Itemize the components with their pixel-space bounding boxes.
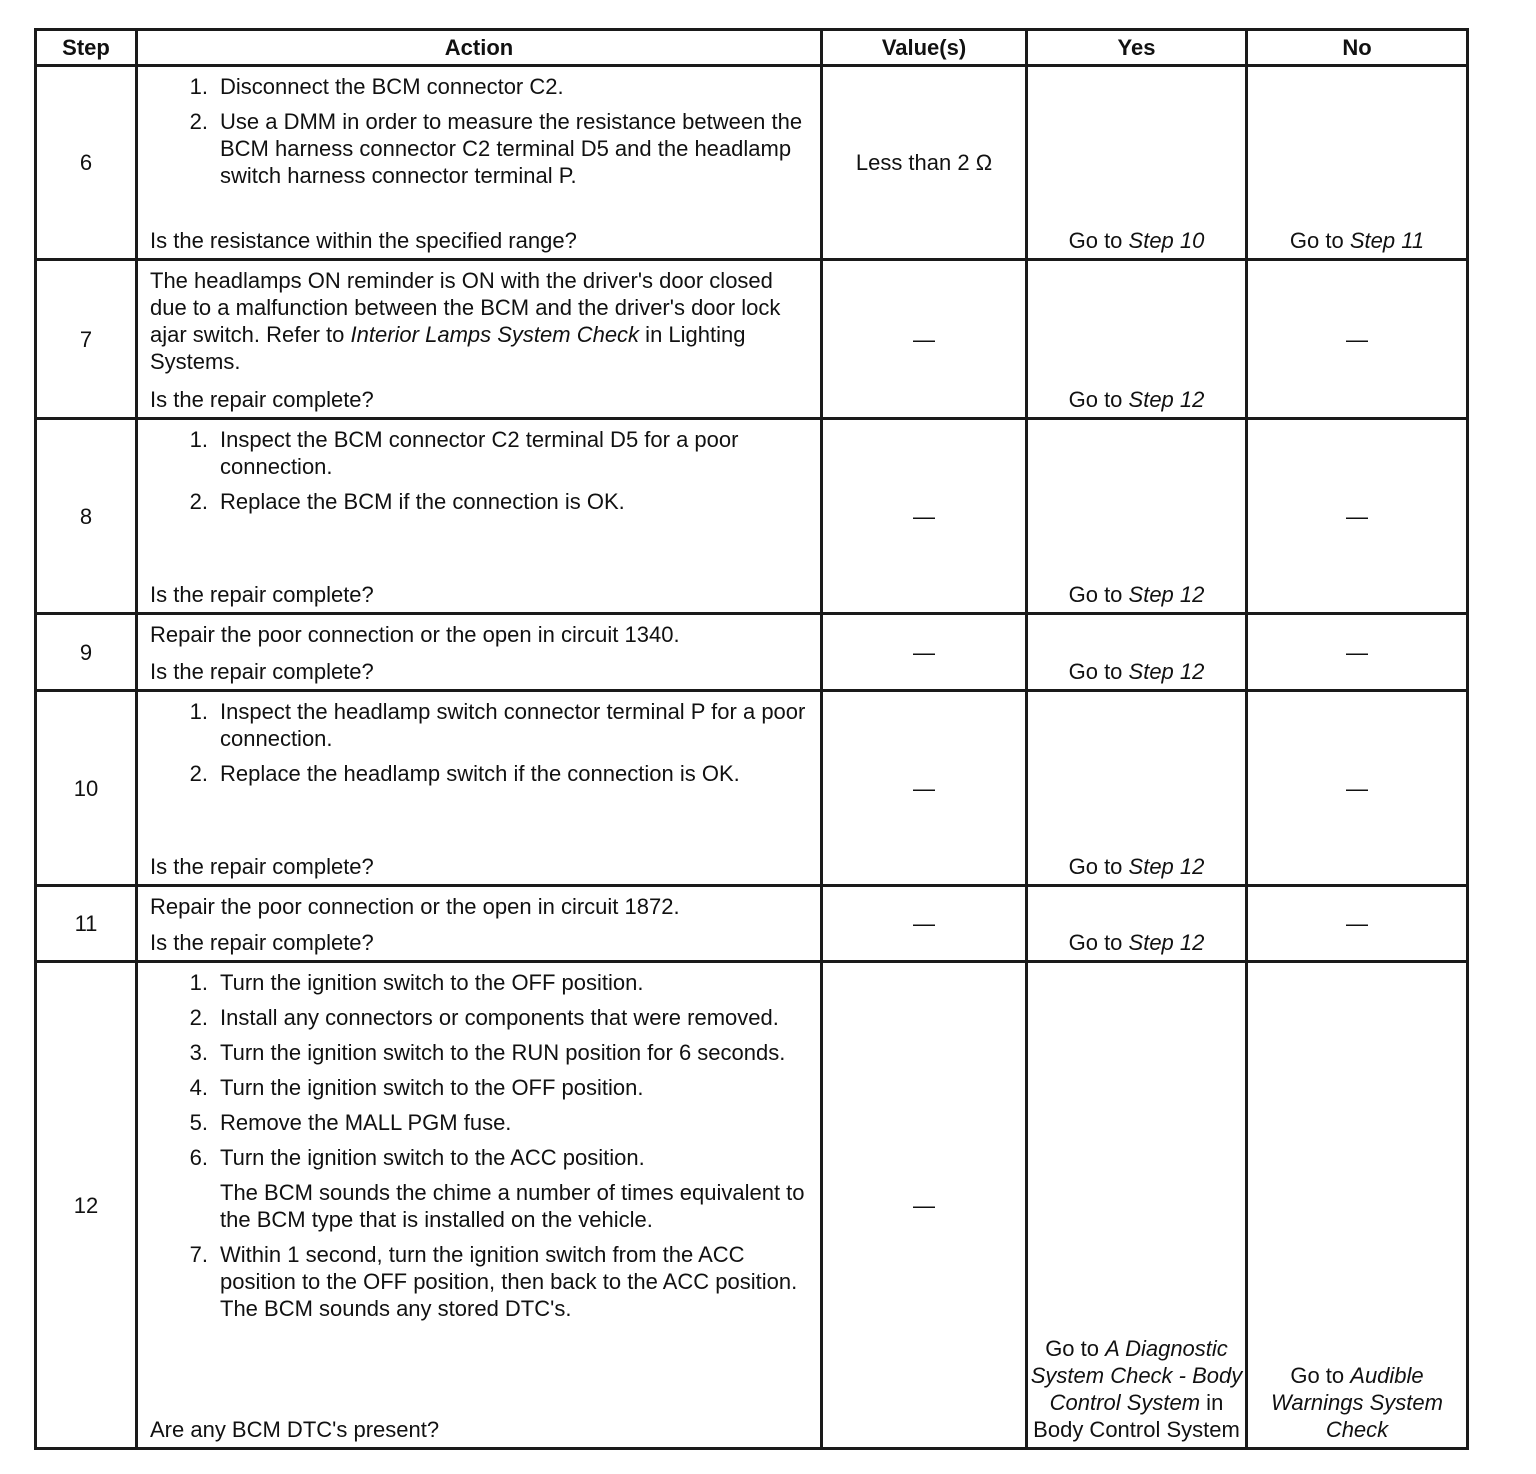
question: Are any BCM DTC's present? — [150, 1417, 440, 1442]
no-cell: — — [1247, 691, 1468, 886]
yes-cell: Go to Step 12 — [1027, 691, 1247, 886]
value-cell: — — [822, 419, 1027, 614]
list-item: 3. Turn the ignition switch to the RUN position for 6 seconds. — [189, 1040, 786, 1065]
no-cell: Go to Audible Warnings System Check — [1247, 962, 1468, 1449]
yes-link[interactable]: Step 12 — [1128, 659, 1205, 684]
step-number: 12 — [36, 962, 137, 1449]
header-step: Step — [36, 30, 137, 66]
action-text: Repair the poor connection or the open in circuit 1872. — [150, 894, 680, 919]
step-number: 7 — [36, 260, 137, 419]
step-number: 8 — [36, 419, 137, 614]
list-item: 2. Install any connectors or components that were removed. — [189, 1005, 779, 1030]
action-cell — [137, 260, 822, 419]
header-row — [36, 30, 1468, 66]
no-cell: — — [1247, 419, 1468, 614]
question: Is the repair complete? — [150, 387, 374, 412]
yes-cell: Go to A Diagnostic System Check - Body Control System in Body Control System — [1027, 962, 1247, 1449]
list-item: 4. Turn the ignition switch to the OFF position. — [189, 1075, 644, 1100]
action-cell — [137, 691, 822, 886]
value-cell: — — [822, 260, 1027, 419]
no-cell: — — [1247, 260, 1468, 419]
action-cell — [137, 66, 822, 260]
action-cell — [137, 962, 822, 1449]
header-action: Action — [137, 30, 822, 66]
yes-link[interactable]: Step 10 — [1128, 228, 1205, 253]
yes-cell: Go to Step 12 — [1027, 886, 1247, 962]
action-cell — [137, 886, 822, 962]
yes-link[interactable]: Step 12 — [1128, 582, 1205, 607]
yes-link[interactable]: A Diagnostic System Check - Body Control System — [1030, 1336, 1243, 1415]
table-row — [36, 886, 1468, 962]
list-item: 1. Turn the ignition switch to the OFF position. — [189, 970, 644, 995]
yes-cell: Go to Step 12 — [1027, 260, 1247, 419]
step-number: 9 — [36, 614, 137, 691]
question: Is the repair complete? — [150, 854, 374, 879]
question: Is the resistance within the specified range? — [150, 228, 577, 253]
table-row — [36, 962, 1468, 1449]
no-cell: — — [1247, 886, 1468, 962]
no-link[interactable]: Audible Warnings System Check — [1271, 1363, 1443, 1442]
action-text: Repair the poor connection or the open in circuit 1340. — [150, 622, 680, 647]
value-cell: — — [822, 962, 1027, 1449]
yes-link[interactable]: Step 12 — [1128, 930, 1205, 955]
question: Is the repair complete? — [150, 930, 374, 955]
yes-cell: Go to Step 10 — [1027, 66, 1247, 260]
action-cell — [137, 614, 822, 691]
action-text: The headlamps ON reminder is ON with the driver's door closed due to a malfunction between the BCM and the driver's door lock ajar switch. Refer to Interior Lamps System Check in Lighting Systems. — [150, 268, 781, 374]
action-cell — [137, 419, 822, 614]
value-cell: Less than 2 Ω — [822, 66, 1027, 260]
header-yes: Yes — [1027, 30, 1247, 66]
header-values: Value(s) — [822, 30, 1027, 66]
action-steps — [150, 969, 808, 1330]
diagnostic-table — [34, 28, 1469, 1450]
question: Is the repair complete? — [150, 582, 374, 607]
no-link[interactable]: Step 11 — [1349, 228, 1425, 253]
list-item: 1. Inspect the headlamp switch connector terminal P for a poor connection. — [189, 699, 806, 751]
list-item: 2. Replace the BCM if the connection is OK. — [189, 489, 625, 514]
yes-cell: Go to Step 12 — [1027, 419, 1247, 614]
value-cell: — — [822, 886, 1027, 962]
list-item: 7. Within 1 second, turn the ignition switch from the ACC position to the OFF position, then back to the ACC position. The BCM sounds any stored DTC's. — [189, 1242, 798, 1321]
value-cell: — — [822, 614, 1027, 691]
list-item: 1. Disconnect the BCM connector C2. — [189, 74, 564, 99]
header-no: No — [1247, 30, 1468, 66]
no-cell: Go to Step 11 — [1247, 66, 1468, 260]
table-row — [36, 614, 1468, 691]
no-cell: — — [1247, 614, 1468, 691]
action-steps — [150, 73, 808, 197]
value-cell: — — [822, 691, 1027, 886]
action-steps — [150, 426, 808, 523]
step-number: 10 — [36, 691, 137, 886]
reference-link[interactable]: Interior Lamps System Check — [350, 322, 640, 347]
table-row — [36, 419, 1468, 614]
list-item-note: The BCM sounds the chime a number of times equivalent to the BCM type that is installed on the vehicle. — [220, 1180, 805, 1232]
yes-link[interactable]: Step 12 — [1128, 387, 1205, 412]
list-item: 6. Turn the ignition switch to the ACC position. — [189, 1145, 645, 1170]
step-number: 11 — [36, 886, 137, 962]
step-number: 6 — [36, 66, 137, 260]
action-steps — [150, 698, 808, 795]
question: Is the repair complete? — [150, 659, 374, 684]
table-row — [36, 691, 1468, 886]
table-row — [36, 260, 1468, 419]
list-item: 5. Remove the MALL PGM fuse. — [189, 1110, 512, 1135]
list-item: 1. Inspect the BCM connector C2 terminal D5 for a poor connection. — [189, 427, 739, 479]
list-item: 2. Use a DMM in order to measure the resistance between the BCM harness connector C2 terminal D5 and the headlamp switch harness connector terminal P. — [189, 109, 803, 188]
yes-link[interactable]: Step 12 — [1128, 854, 1205, 879]
list-item: 2. Replace the headlamp switch if the connection is OK. — [189, 761, 740, 786]
table-row — [36, 66, 1468, 260]
yes-cell: Go to Step 12 — [1027, 614, 1247, 691]
